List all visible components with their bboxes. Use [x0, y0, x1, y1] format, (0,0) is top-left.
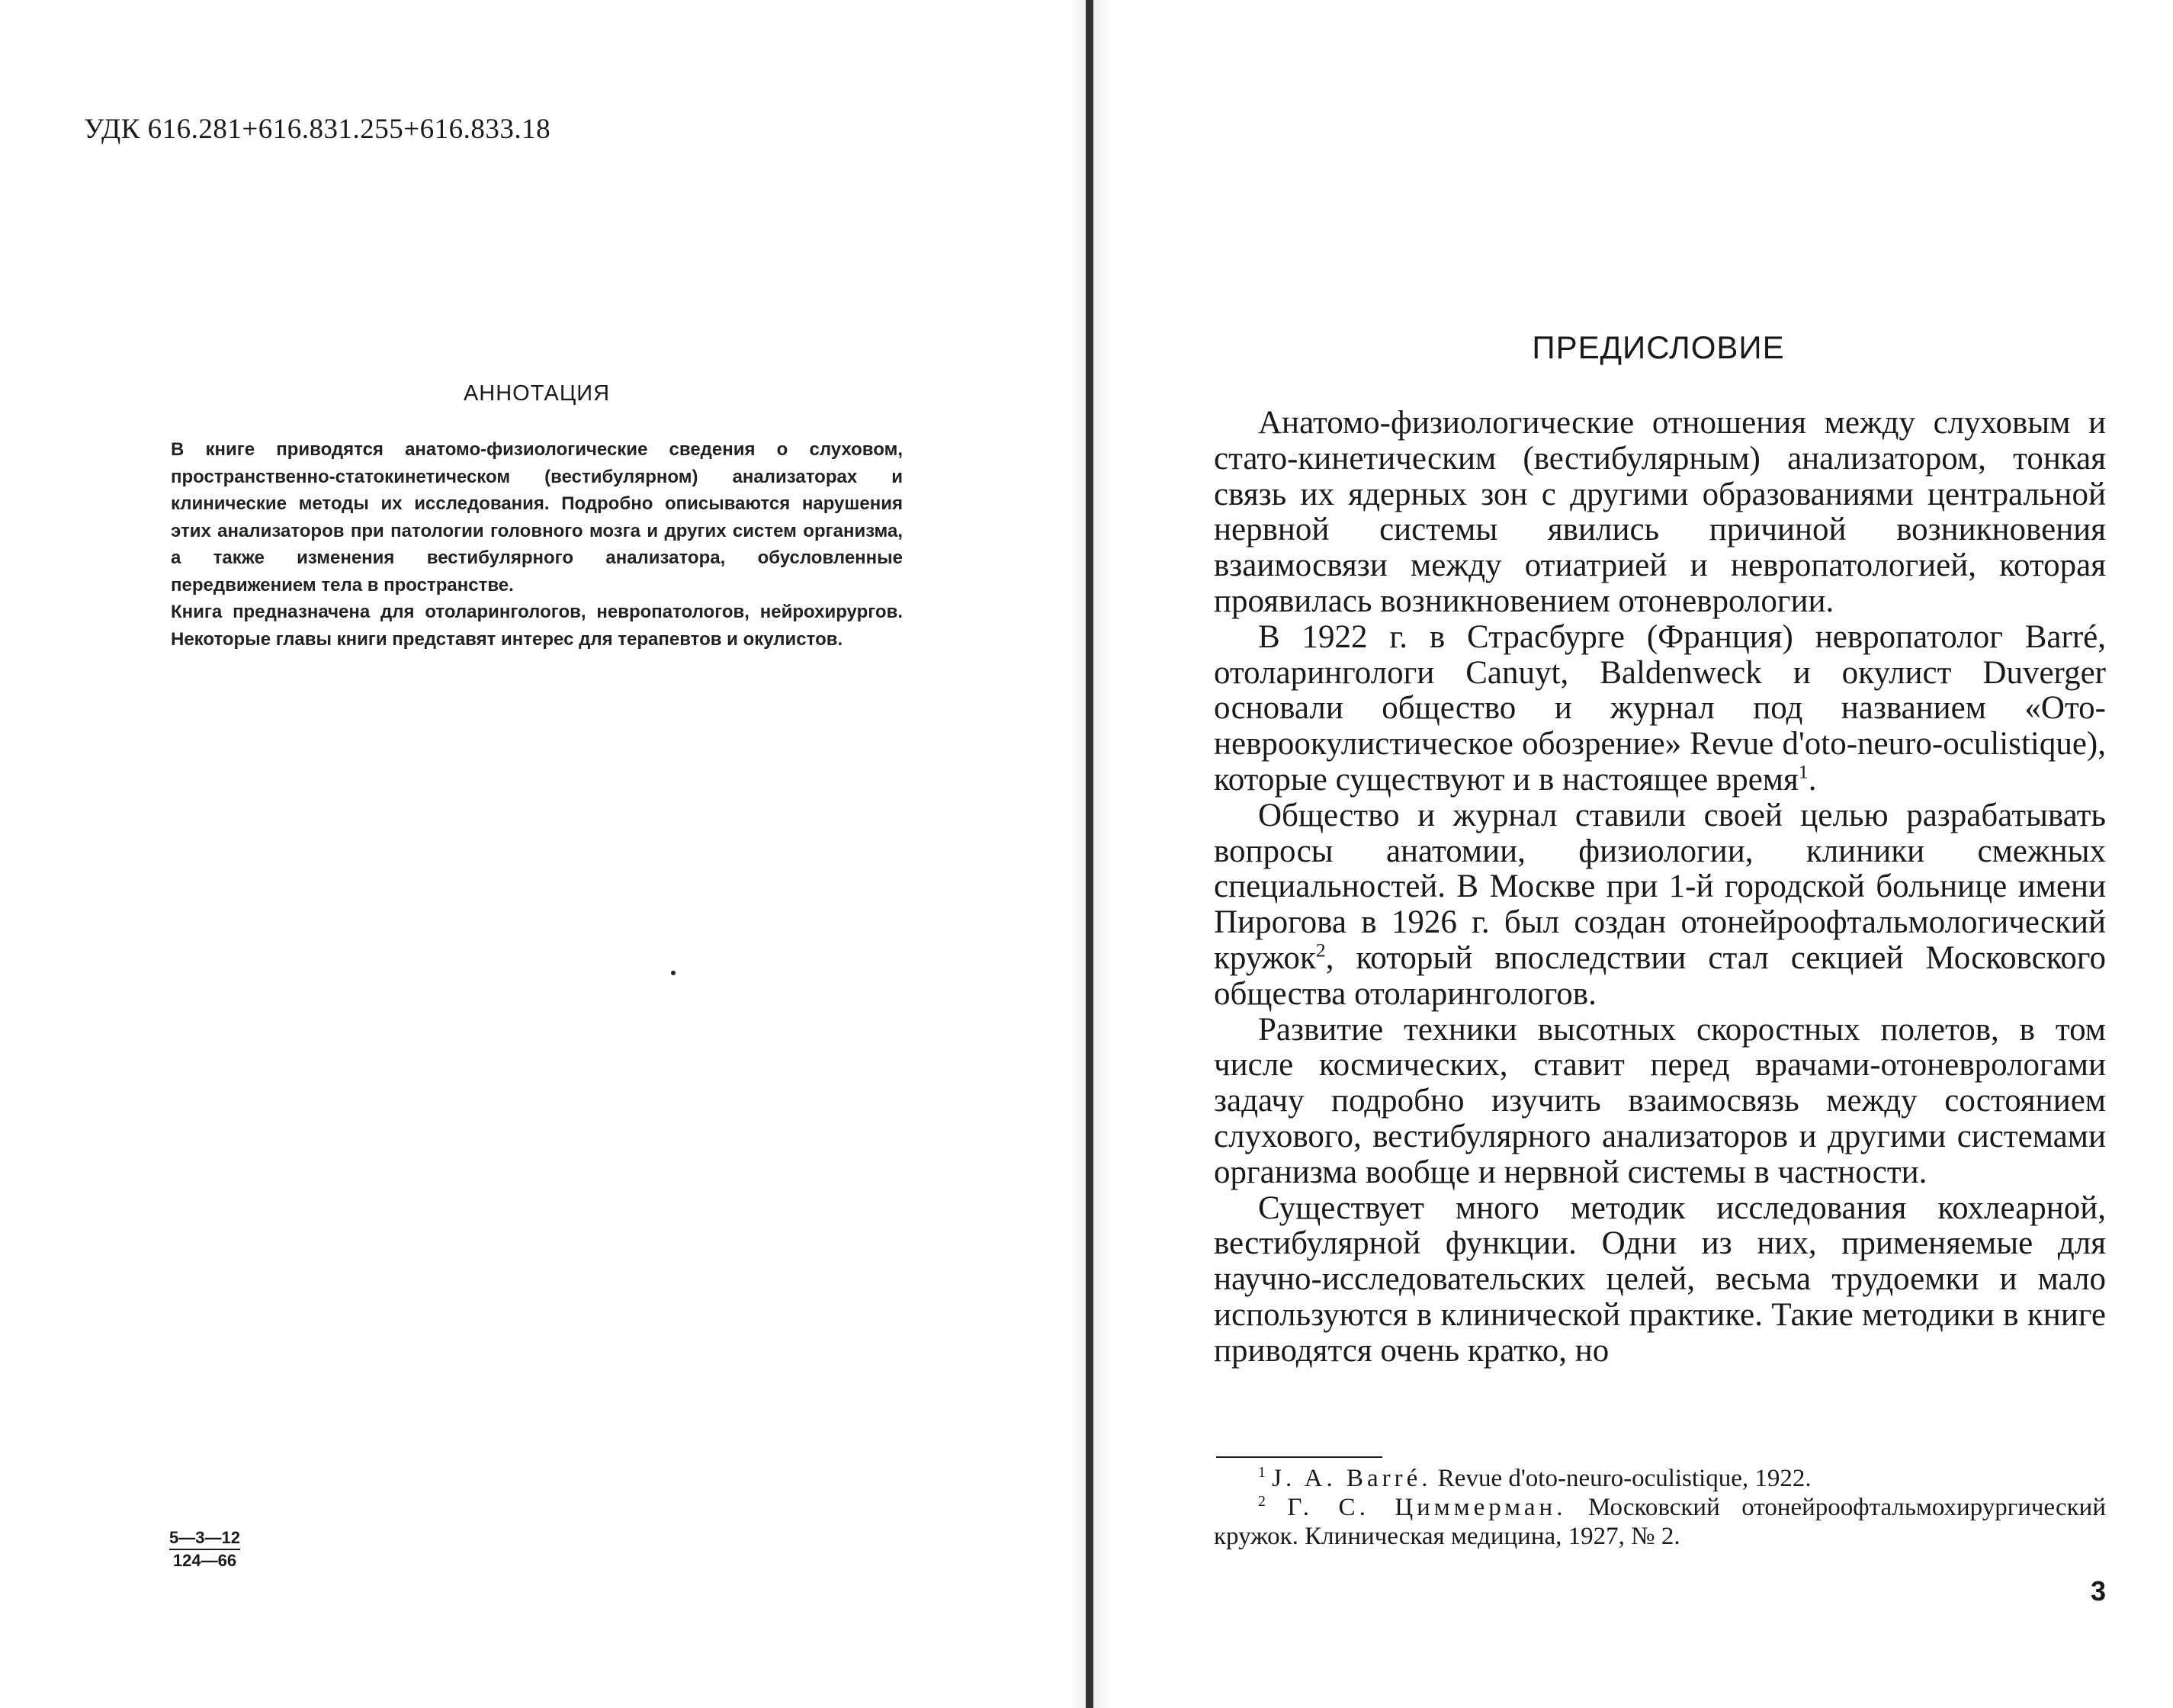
- preface-paragraph: Анатомо-физиологические отношения между слуховым и стато-кинетическим (вестибулярным) анализатором, тонкая связь их ядерных зон с другими образованиями центральной нервной системы явились причиной возникновения взаимосвязи между отиатрией и невропатологией, которая проявилась возникновением отоневрологии.: [1214, 405, 2106, 619]
- preface-paragraph: Развитие техники высотных скоростных полетов, в том числе космических, ставит перед врачами-отоневрологами задачу подробно изучить взаимосвязь между состоянием слухового, вестибулярного анализаторов и другими системами организма вообще и нервной системы в частности.: [1214, 1011, 2106, 1190]
- preface-paragraph-text: Общество и журнал ставили своей целью разрабатывать вопросы анатомии, физиологии, клиники смежных специальностей. В Москве при 1-й городской больнице имени Пирогова в 1926 г. был создан отонейроофтальмологический кружок: [1214, 797, 2106, 976]
- footnote-author: J. A. Barré.: [1272, 1465, 1432, 1492]
- footnote: [1214, 1464, 2106, 1493]
- preface-paragraph: [1214, 798, 2106, 1013]
- preface-body: [1214, 406, 2106, 1369]
- footnote: [1214, 1493, 2106, 1551]
- bbk-code-top: 5—3—12: [169, 1528, 240, 1550]
- preface-paragraph: Существует много методик исследования кохлеарной, вестибулярной функции. Одни из них, применяемые для научно-исследовательских целей, весьма трудоемки и мало используются в клинической практике. Такие методики в книге приводятся очень кратко, но: [1214, 1190, 2106, 1369]
- footnote-author: Г. С. Циммерман.: [1287, 1494, 1567, 1521]
- bbk-code-bottom: 124—66: [172, 1551, 237, 1570]
- annotation-title: АННОТАЦИЯ: [463, 381, 611, 406]
- footnote-separator: [1216, 1456, 1382, 1458]
- footnote-number: 1: [1258, 1464, 1266, 1481]
- footnote-text: Московский отонейроофтальмохирургический кружок. Клиническая медицина, 1927, № 2.: [1214, 1494, 2106, 1550]
- bbk-code: [169, 1528, 240, 1571]
- annotation-body: [171, 436, 903, 653]
- footnote-text: Revue d'oto-neuro-oculistique, 1922.: [1437, 1465, 1812, 1492]
- footnote-mark: 1: [1798, 760, 1809, 783]
- annotation-paragraph: В книге приводятся анатомо-физиологические сведения о слуховом, пространственно-статокинетическом (вестибулярном) анализаторах и клинические методы их исследования. Подробно описываются нарушения этих анализаторов при патологии головного мозга и других систем организма, а также изменения вестибулярного анализатора, обусловленные передвижением тела в пространстве.: [171, 439, 903, 596]
- footnotes: [1214, 1464, 2106, 1551]
- preface-paragraph-text: В 1922 г. в Страсбурге (Франция) невропатолог Barré, отоларингологи Canuyt, Baldenweck и окулист Duverger основали общество и журнал под названием «Ото-невроокулистическое обозрение» Revue d'oto-neuro-oculistique), которые существуют и в настоящее время: [1214, 618, 2106, 798]
- print-speck: [671, 971, 676, 975]
- book-spine: [1086, 0, 1093, 1708]
- footnote-mark: 2: [1315, 939, 1326, 962]
- preface-paragraph-text: , который впоследствии стал секцией Московского общества отоларингологов.: [1214, 939, 2106, 1012]
- footnote-number: 2: [1258, 1493, 1266, 1510]
- annotation-paragraph: Книга предназначена для отоларингологов, невропатологов, нейрохирургов. Некоторые главы книги представят интерес для терапевтов и окулистов.: [171, 602, 903, 650]
- left-page: [0, 0, 1083, 1708]
- udk-classification: УДК 616.281+616.831.255+616.833.18: [84, 114, 551, 145]
- preface-paragraph: В 1922 г. в Страсбурге (Франция) невропатолог Barré, отоларингологи Canuyt, Baldenweck и окулист Duverger основали общество и журнал под названием «Ото-невроокулистическое обозрение» Revue d'oto-neuro-oculistique), которые существуют и в настоящее время$^1$.: [1214, 618, 2106, 798]
- page-number: 3: [2091, 1575, 2107, 1607]
- preface-title: ПРЕДИСЛОВИЕ: [1532, 329, 1785, 365]
